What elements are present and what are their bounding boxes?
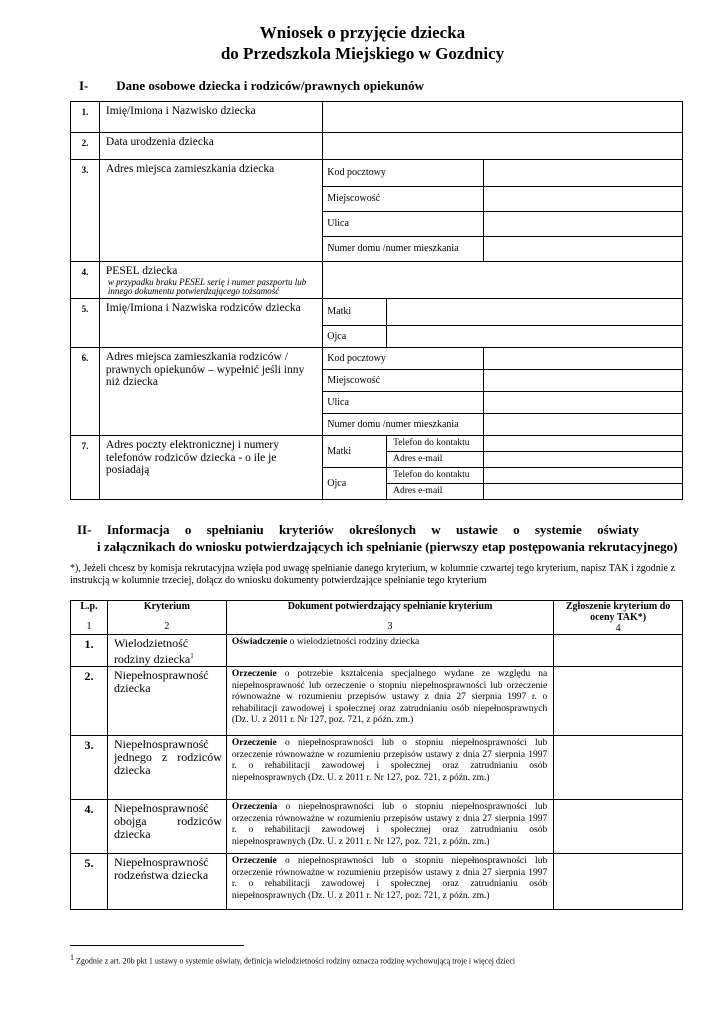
document-type: Orzeczenia xyxy=(231,802,278,812)
street-label: Ulica xyxy=(323,212,484,237)
criterion-label: Niepełnosprawność rodzeństwa dziecka xyxy=(107,854,226,910)
footnote xyxy=(70,953,515,967)
heading-word: spełnianiu xyxy=(206,522,264,537)
declaration-field[interactable] xyxy=(554,667,683,736)
mother-name-field[interactable] xyxy=(387,299,683,326)
pesel-label: PESEL dziecka xyxy=(105,265,178,277)
section-2-heading-line2: i załącznikach do wniosku potwierdzających ich spełnianie (pierwszy etap postępowania rekrutacyjnego) xyxy=(97,539,678,554)
father-phone-field[interactable] xyxy=(483,468,682,484)
table-row xyxy=(71,262,683,299)
mother-label: Matki xyxy=(323,436,387,468)
table-row xyxy=(71,102,683,133)
row-label: Imię/Imiona i Nazwiska rodziców dziecka xyxy=(99,299,322,348)
row-number: 4. xyxy=(71,262,100,299)
criterion-label: Niepełnosprawność dziecka xyxy=(107,667,226,736)
declaration-field[interactable] xyxy=(554,854,683,910)
row-number: 5. xyxy=(71,299,100,348)
header-number: 2 xyxy=(164,621,170,632)
postal-code-label: Kod pocztowy xyxy=(323,348,484,370)
email-label: Adres e-mail xyxy=(387,484,484,500)
section-1-number: I- xyxy=(79,78,89,93)
phone-label: Telefon do kontaktu xyxy=(387,468,484,484)
table-row xyxy=(71,436,683,452)
row-label: Adres miejsca zamieszkania dziecka xyxy=(99,160,322,262)
document-type: Orzeczenie xyxy=(231,856,277,866)
pesel-note: w przypadku braku PESEL serię i numer paszportu lub innego dokumentu potwierdzającego tożsamość xyxy=(107,276,307,296)
postal-code-label: Kod pocztowy xyxy=(323,160,484,187)
email-label: Adres e-mail xyxy=(387,452,484,468)
declaration-field[interactable] xyxy=(554,736,683,800)
document-type: Oświadczenie xyxy=(231,637,288,647)
city-label: Miejscowość xyxy=(323,187,484,212)
row-number: 6. xyxy=(71,348,100,436)
footnote-mark: 1 xyxy=(70,953,74,962)
document-text: o potrzebie kształcenia specjalnego wydane ze względu na niepełnosprawność lub orzeczenie o stopniu niepełnosprawności lub orzeczenie równoważne w rozumieniu przepisów ustawy z dnia 27 sierpnia 1997 r. o rehabilitacji zawodowej i społecznej oraz zatrudnianiu osób niepełnosprawnych (Dz. U. z 2011 r. Nr 127, poz. 721, z późn. zm.) xyxy=(231,669,548,725)
header-number: 3 xyxy=(387,621,393,632)
header-lp xyxy=(71,601,108,635)
child-city-field[interactable] xyxy=(483,187,682,212)
document-description xyxy=(226,667,553,736)
criterion-label xyxy=(107,635,226,667)
row-number: 1. xyxy=(71,635,108,667)
father-label: Ojca xyxy=(323,326,387,348)
table-row xyxy=(71,667,683,736)
heading-word: kryteriów xyxy=(278,522,334,537)
declaration-field[interactable] xyxy=(554,800,683,854)
table-row xyxy=(71,160,683,187)
document-description xyxy=(226,800,553,854)
table-row xyxy=(71,133,683,160)
row-label: Adres poczty elektronicznej i numery telefonów rodziców dziecka - o ile je posiadają xyxy=(99,436,322,500)
footnote-text: Zgodnie z art. 20b pkt 1 ustawy o systemie oświaty, definicja wielodzietności rodziny oznacza rodzinę wychowującą troje i więcej dzieci xyxy=(76,956,516,966)
personal-data-table xyxy=(70,101,683,500)
section-2-heading xyxy=(77,521,678,555)
table-row xyxy=(71,348,683,370)
father-email-field[interactable] xyxy=(483,484,682,500)
header-number: 4 xyxy=(615,623,621,634)
house-number-label: Numer domu /numer mieszkania xyxy=(323,414,484,436)
father-name-field[interactable] xyxy=(387,326,683,348)
section-1-title: Dane osobowe dziecka i rodziców/prawnych opiekunów xyxy=(116,78,425,93)
table-row xyxy=(71,635,683,667)
document-type: Orzeczenie xyxy=(231,669,277,679)
row-number: 1. xyxy=(71,102,100,133)
row-number: 5. xyxy=(71,854,108,910)
house-number-label: Numer domu /numer mieszkania xyxy=(323,237,484,262)
footnote-divider xyxy=(70,945,244,946)
table-row xyxy=(71,736,683,800)
mother-email-field[interactable] xyxy=(483,452,682,468)
heading-word: Informacja xyxy=(106,522,170,537)
father-label: Ojca xyxy=(323,468,387,500)
mother-label: Matki xyxy=(323,299,387,326)
header-document xyxy=(226,601,553,635)
header-label: L.p. xyxy=(80,601,98,612)
row-label: Adres miejsca zamieszkania rodziców / prawnych opiekunów – wypełnić jeśli inny niż dziecka xyxy=(99,348,322,436)
criterion-text: Wielodzietność rodziny dziecka xyxy=(113,636,191,666)
mother-phone-field[interactable] xyxy=(483,436,682,452)
pesel-field[interactable] xyxy=(323,262,683,299)
heading-word: oświaty xyxy=(597,522,639,537)
row-number: 3. xyxy=(71,736,108,800)
parents-house-number-field[interactable] xyxy=(483,414,682,436)
heading-word: o xyxy=(513,522,520,537)
heading-word: ustawie xyxy=(455,522,498,537)
row-number: 3. xyxy=(71,160,100,262)
heading-word: o xyxy=(184,522,192,537)
header-number: 1 xyxy=(86,621,92,632)
header-label: Zgłoszenie kryterium do oceny TAK*) xyxy=(565,601,671,623)
criterion-label: Niepełnosprawność obojga rodziców dziecka xyxy=(107,800,226,854)
declaration-field[interactable] xyxy=(554,635,683,667)
table-row xyxy=(71,800,683,854)
heading-word: w xyxy=(431,522,441,537)
child-house-number-field[interactable] xyxy=(483,237,682,262)
document-description xyxy=(226,635,553,667)
form-subtitle: do Przedszkola Miejskiego w Gozdnicy xyxy=(220,44,505,63)
parents-postal-code-field[interactable] xyxy=(483,348,682,370)
city-label: Miejscowość xyxy=(323,370,484,392)
criterion-label: Niepełnosprawność jednego z rodziców dziecka xyxy=(107,736,226,800)
document-text: o niepełnosprawności lub o stopniu niepełnosprawności lub orzeczenie równoważne w rozumieniu przepisów ustawy z dnia 27 sierpnia 1997 r. o rehabilitacji zawodowej i społecznej oraz zatrudnianiu osób niepełnosprawnych (Dz. U. z 2011 r. Nr 127, poz. 721, z późn. zm.) xyxy=(231,856,548,901)
document-description xyxy=(226,736,553,800)
document-text: o wielodzietności rodziny dziecka xyxy=(287,637,420,647)
footnote-ref: 1 xyxy=(190,652,194,660)
child-name-field[interactable] xyxy=(323,102,683,133)
criteria-table xyxy=(70,600,683,910)
document-text: o niepełnosprawności lub o stopniu niepełnosprawności lub orzeczenie równoważne w rozumieniu przepisów ustawy z dnia 27 sierpnia 1997 r. o rehabilitacji zawodowej i społecznej oraz zatrudnianiu osób niepełnosprawnych (Dz. U. z 2011 r. Nr 127, poz. 721, z późn. zm.) xyxy=(231,738,548,783)
section-2-heading-line1 xyxy=(77,521,639,538)
parents-street-field[interactable] xyxy=(483,392,682,414)
street-label: Ulica xyxy=(323,392,484,414)
heading-word: określonych xyxy=(349,522,417,537)
document-text: o niepełnosprawności lub o stopniu niepełnosprawności lub orzeczenia równoważne w rozumieniu przepisów ustawy z dnia 27 sierpnia 1997 r. o rehabilitacji zawodowej i społecznej oraz zatrudnianiu osób niepełnosprawnych (Dz. U. z 2011 r. Nr 127, poz. 721, z późn. zm.) xyxy=(231,802,548,847)
row-label: Imię/Imiona i Nazwisko dziecka xyxy=(99,102,322,133)
parents-city-field[interactable] xyxy=(483,370,682,392)
header-label: Dokument potwierdzający spełnianie kryterium xyxy=(287,601,493,612)
header-criterion xyxy=(107,601,226,635)
child-street-field[interactable] xyxy=(483,212,682,237)
row-number: 4. xyxy=(71,800,108,854)
row-number: 7. xyxy=(71,436,100,500)
child-postal-code-field[interactable] xyxy=(483,160,682,187)
section-2-number: II- xyxy=(77,522,92,537)
row-number: 2. xyxy=(71,667,108,736)
document-description xyxy=(226,854,553,910)
row-label: Data urodzenia dziecka xyxy=(99,133,322,160)
row-label xyxy=(99,262,322,299)
birth-date-field[interactable] xyxy=(323,133,683,160)
table-row xyxy=(71,299,683,326)
instruction-note: *), Jeżeli chcesz by komisja rekrutacyjna wzięła pod uwagę spełnianie danego kryterium, w kolumnie czwartej tego kryterium, napisz TAK i zgodnie z instrukcją w kolumnie trzeciej, dołącz do wniosku dokumenty potwierdzające spełnianie tego kryterium xyxy=(70,563,675,586)
header-declaration xyxy=(554,601,683,635)
row-number: 2. xyxy=(71,133,100,160)
section-1-heading xyxy=(79,78,424,94)
document-type: Orzeczenie xyxy=(231,738,277,748)
phone-label: Telefon do kontaktu xyxy=(387,436,484,452)
header-label: Kryterium xyxy=(143,601,190,612)
form-title: Wniosek o przyjęcie dziecka xyxy=(259,23,466,42)
heading-word: systemie xyxy=(534,522,582,537)
header-row xyxy=(71,601,683,635)
table-row xyxy=(71,854,683,910)
